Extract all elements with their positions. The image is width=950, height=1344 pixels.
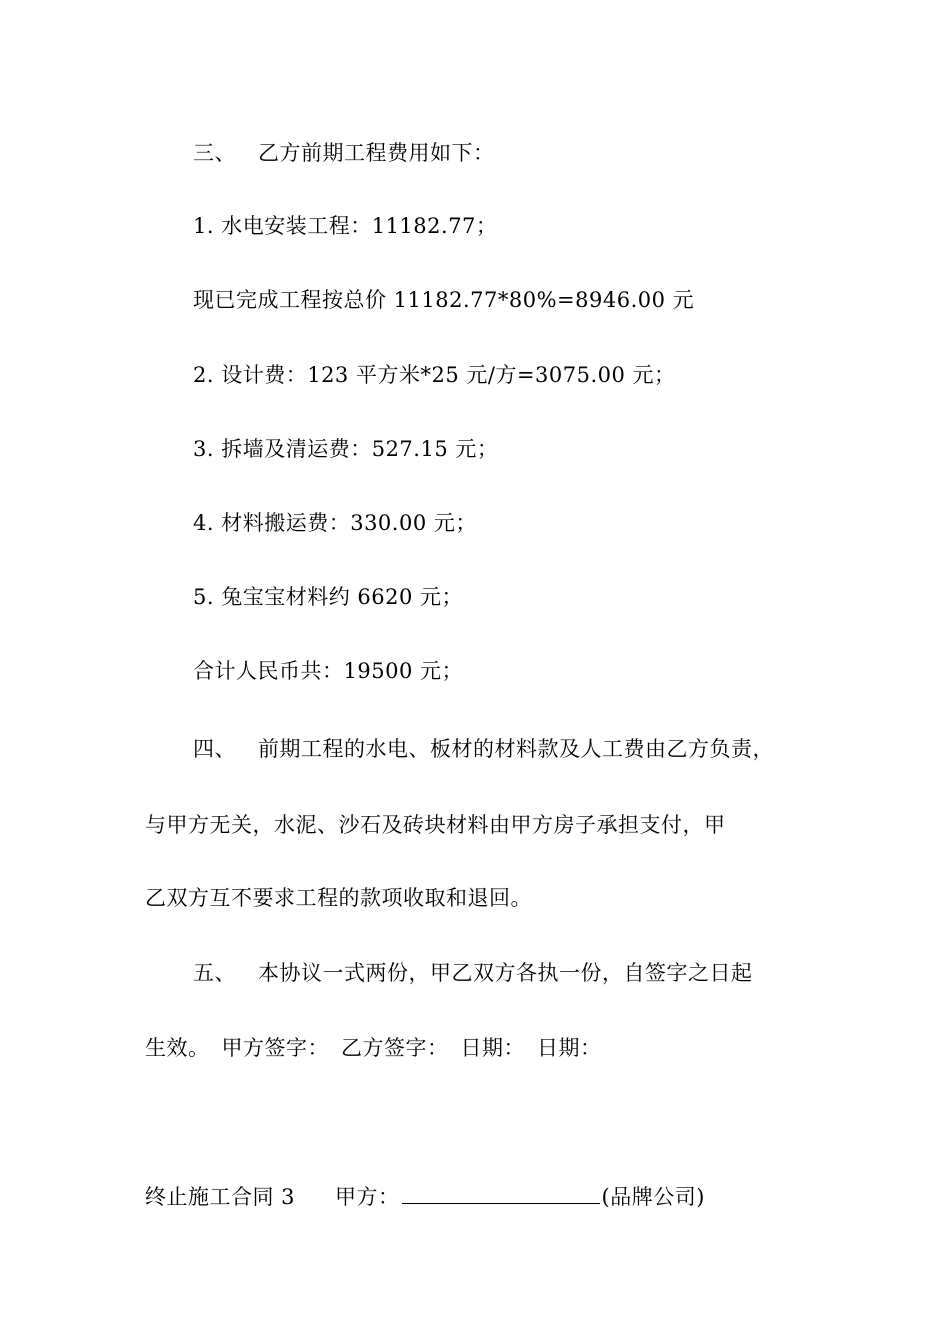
section5-text1: 本协议一式两份，甲乙双方各执一份，自签字之日起 xyxy=(258,961,753,985)
effective-text: 生效。 xyxy=(145,1036,210,1060)
section4-line1 xyxy=(193,734,774,764)
total-line: 合计人民币共：19500 元； xyxy=(193,659,463,683)
section3-heading xyxy=(193,138,495,168)
section5-number: 五、 xyxy=(193,961,236,985)
section4-line3: 乙双方互不要求工程的款项收取和退回。 xyxy=(145,886,532,910)
date-b-label: 日期： xyxy=(537,1036,602,1060)
contract-title: 终止施工合同 3 xyxy=(145,1185,296,1209)
section5-line1 xyxy=(193,958,753,988)
item-3: 3. 拆墙及清运费：527.15 元； xyxy=(193,437,499,461)
party-b-signature-label: 乙方签字： xyxy=(341,1036,449,1060)
item-1-note: 现已完成工程按总价 11182.77*80%=8946.00 元 xyxy=(193,288,695,312)
section4-number: 四、 xyxy=(193,737,236,761)
item-5: 5. 兔宝宝材料约 6620 元； xyxy=(193,585,464,609)
party-a-suffix: (品牌公司) xyxy=(601,1185,705,1209)
section4-line2: 与甲方无关，水泥、沙石及砖块材料由甲方房子承担支付，甲 xyxy=(145,813,726,837)
footer-line xyxy=(145,1182,705,1212)
section3-number: 三、 xyxy=(193,141,236,165)
section4-text1: 前期工程的水电、板材的材料款及人工费由乙方负责， xyxy=(258,737,774,761)
section3-title: 乙方前期工程费用如下： xyxy=(258,141,495,165)
item-2: 2. 设计费：123 平方米*25 元/方=3075.00 元； xyxy=(193,363,676,387)
date-a-label: 日期： xyxy=(460,1036,525,1060)
item-4: 4. 材料搬运费：330.00 元； xyxy=(193,511,477,535)
party-a-blank xyxy=(402,1183,600,1204)
party-a-label: 甲方： xyxy=(335,1185,400,1209)
section5-line2 xyxy=(145,1033,602,1063)
party-a-signature-label: 甲方签字： xyxy=(221,1036,329,1060)
item-1: 1. 水电安装工程：11182.77； xyxy=(193,214,498,238)
